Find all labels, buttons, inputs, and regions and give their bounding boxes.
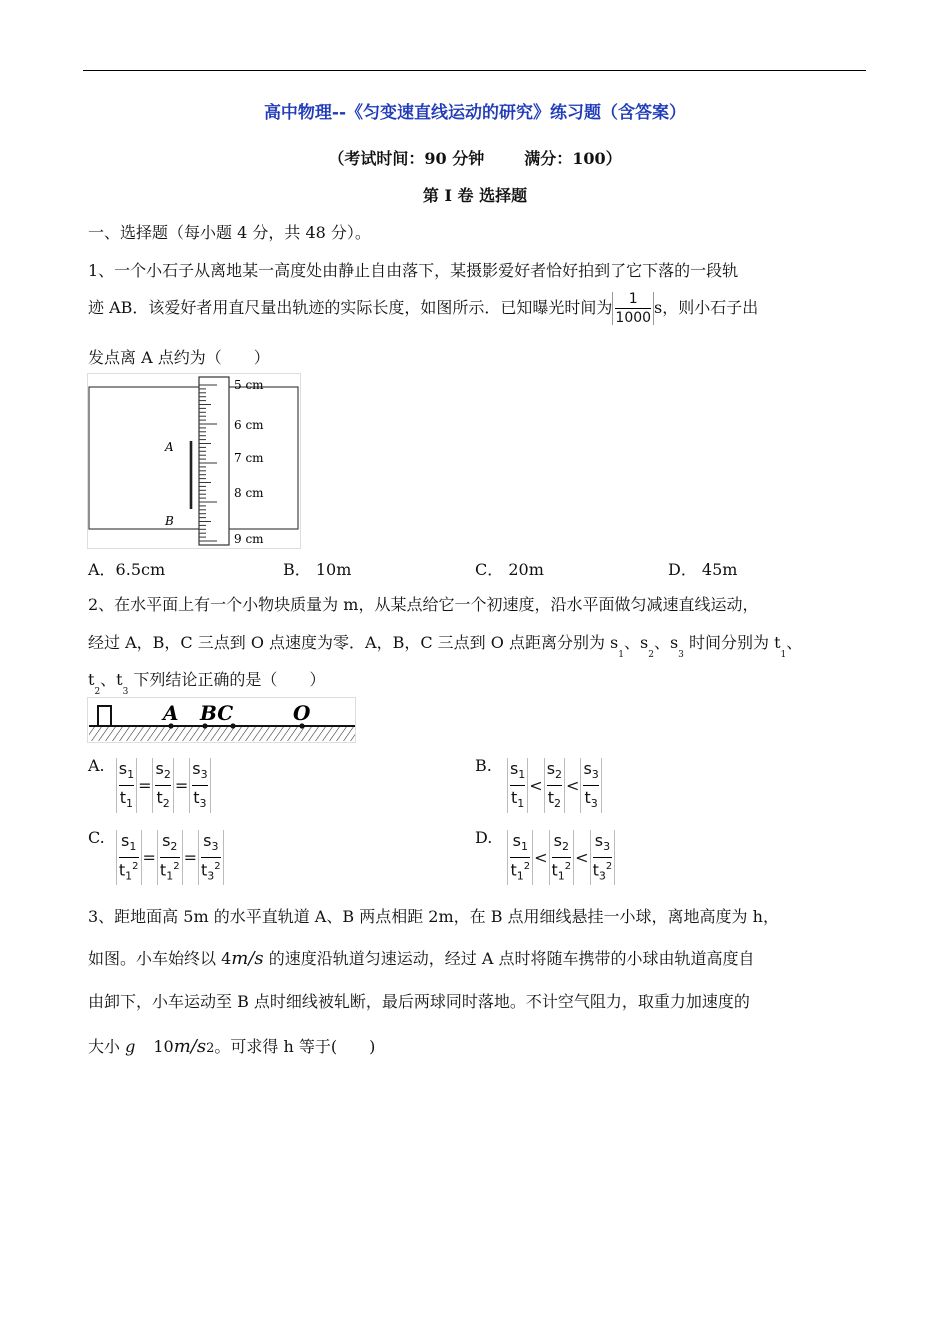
label-point-o: O — [293, 701, 311, 725]
section-heading: 一、选择题（每小题 4 分，共 48 分）。 — [88, 223, 371, 242]
header-rule — [83, 70, 866, 71]
q1-option-a[interactable]: A．6.5cm — [88, 560, 166, 579]
q3-line3: 由卸下，小车运动至 B 点时细线被轧断，最后两球同时落地。不计空气阻力，取重力加速度的 — [88, 992, 750, 1011]
q3-line1: 3、距地面高 5m 的水平直轨道 A、B 两点相距 2m，在 B 点用细线悬挂一小球，离地高度为 h， — [88, 907, 779, 926]
label-a: A — [165, 440, 174, 454]
figure-frame — [88, 374, 301, 549]
frac-s2-t2: $\frac{s_2}{t_2}$ — [152, 758, 173, 813]
ruler-figure — [87, 373, 301, 549]
exposure-fraction: $\frac{1}{1000}$ — [612, 292, 654, 325]
frac-s3-t3: $\frac{s_3}{t_3}$ — [189, 758, 210, 813]
q2-option-d[interactable]: D. $\frac{s_1}{t_1^2}$ < $\frac{s_2}{t_1^2}$ < $\frac{s_3}{t_3^2}$ — [475, 828, 615, 885]
q2-option-a[interactable]: A. $\frac{s_1}{t_1}$ = $\frac{s_2}{t_2}$ = $\frac{s_3}{t_3}$ — [88, 756, 211, 813]
q1-line2: 迹 AB．该爱好者用直尺量出轨迹的实际长度，如图所示．已知曝光时间为 $\frac{1}{1000}$ s，则小石子出 — [88, 291, 759, 326]
q3-line2: 如图。小车始终以 4m/s 的速度沿轨道匀速运动，经过 A 点时将随车携带的小球由轨道高度自 — [88, 948, 755, 969]
tick-label-5: 5 cm — [234, 378, 264, 392]
q2-line2: 经过 A，B，C 三点到 O 点速度为零．A，B，C 三点到 O 点距离分别为 $s_1$、$s_2$、$s_3$ 时间分别为 $t_1$、 — [88, 633, 803, 660]
ruler-body — [199, 377, 229, 545]
tick-label-7: 7 cm — [234, 451, 264, 465]
q3-line4: 大小 g 10m/s2。可求得 h 等于( ) — [88, 1036, 376, 1057]
volume-title: 第 I 卷 选择题 — [422, 186, 528, 205]
tick-label-9: 9 cm — [234, 532, 264, 546]
q2-option-c[interactable]: C. $\frac{s_1}{t_1^2}$ = $\frac{s_2}{t_1^2}$ = $\frac{s_3}{t_3^2}$ — [88, 828, 224, 885]
exam-info — [0, 146, 950, 169]
q1-option-c[interactable]: C． 20m — [475, 560, 544, 579]
q1-line1: 1、一个小石子从离地某一高度处由静止自由落下，某摄影爱好者恰好拍到了它下落的一段轨 — [88, 261, 739, 280]
block — [98, 706, 111, 726]
q2-line1: 2、在水平面上有一个小物块质量为 m，从某点给它一个初速度，沿水平面做匀减速直线运动， — [88, 595, 759, 614]
label-b: B — [165, 514, 174, 528]
label-point-bc: BC — [200, 701, 234, 725]
q2-option-b[interactable]: B. $\frac{s_1}{t_1}$ < $\frac{s_2}{t_2}$ < $\frac{s_3}{t_3}$ — [475, 756, 602, 813]
exam-time: （考试时间：90 分钟 — [328, 149, 485, 168]
document-title: 高中物理--《匀变速直线运动的研究》练习题（含答案） — [263, 103, 687, 123]
track-figure — [87, 697, 357, 743]
q1-line3: 发点离 A 点约为（ ） — [88, 348, 270, 367]
ground-hatch — [89, 727, 355, 741]
frac-s1-t1: $\frac{s_1}{t_1}$ — [116, 758, 137, 813]
full-score: 满分：100） — [524, 149, 622, 168]
q2-line3: $t_2$、$t_3$ 下列结论正确的是（ ） — [88, 670, 326, 697]
tick-label-6: 6 cm — [234, 418, 264, 432]
q1-option-b[interactable]: B． 10m — [283, 560, 352, 579]
label-point-a: A — [163, 701, 179, 725]
q1-option-d[interactable]: D． 45m — [668, 560, 738, 579]
tick-label-8: 8 cm — [234, 486, 264, 500]
